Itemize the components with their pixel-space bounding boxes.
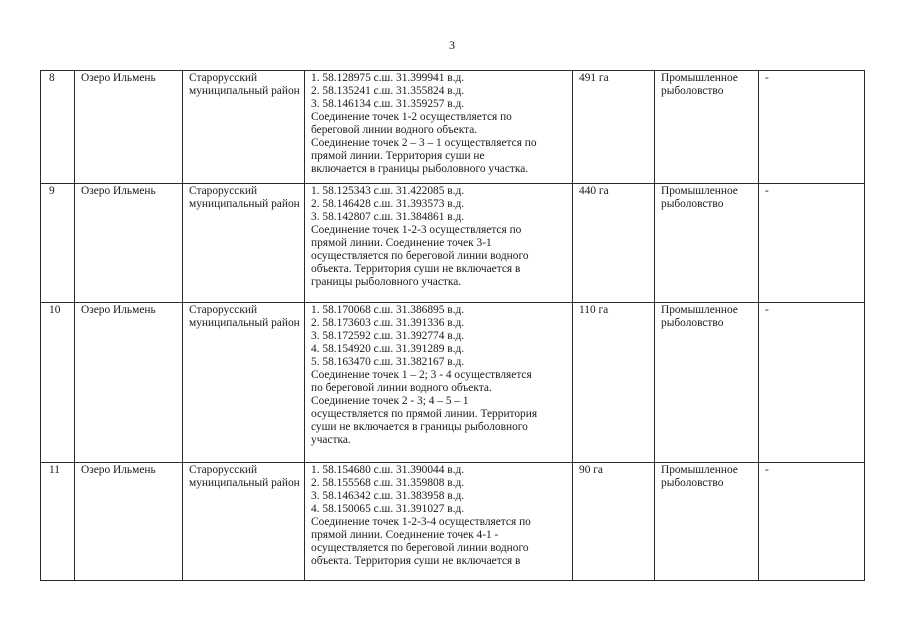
- coordinate-line: 3. 58.146134 с.ш. 31.359257 в.д.: [311, 98, 465, 110]
- purpose-cell: Промышленное рыболовство: [655, 71, 759, 184]
- description-line: объекта. Территория суши не включается в: [311, 263, 521, 275]
- water-body-cell: Озеро Ильмень: [75, 71, 183, 184]
- table-row: [41, 184, 865, 303]
- description-line: осуществляется по прямой линии. Территория: [311, 408, 538, 420]
- coordinate-line: 5. 58.163470 с.ш. 31.382167 в.д.: [311, 356, 465, 368]
- note-cell: -: [759, 71, 865, 184]
- description-line: Соединение точек 1-2 осуществляется по: [311, 111, 512, 123]
- description-line: Соединение точек 1 – 2; 3 - 4 осуществляется: [311, 369, 532, 381]
- description-line: осуществляется по береговой линии водного: [311, 250, 529, 262]
- coordinate-line: 3. 58.142807 с.ш. 31.384861 в.д.: [311, 211, 465, 223]
- water-body-cell: Озеро Ильмень: [75, 184, 183, 303]
- description-line: суши не включается в границы рыболовного: [311, 421, 528, 433]
- description-line: по береговой линии водного объекта.: [311, 382, 492, 394]
- description-line: Соединение точек 2 - 3; 4 – 5 – 1: [311, 395, 469, 407]
- coordinate-line: 2. 58.173603 с.ш. 31.391336 в.д.: [311, 317, 465, 329]
- table-row: [41, 463, 865, 581]
- district-cell: Старорусский муниципальный район: [183, 303, 305, 463]
- coordinate-line: 1. 58.128975 с.ш. 31.399941 в.д.: [311, 72, 465, 84]
- area-cell: 491 га: [573, 71, 655, 184]
- coordinate-line: 2. 58.135241 с.ш. 31.355824 в.д.: [311, 85, 465, 97]
- row-number: 10: [41, 303, 75, 463]
- description-line: прямой линии. Соединение точек 4-1 -: [311, 529, 499, 541]
- page-number: 3: [449, 38, 455, 52]
- boundary-cell: [305, 71, 573, 184]
- note-cell: -: [759, 463, 865, 581]
- description-line: прямой линии. Территория суши не: [311, 150, 485, 162]
- coordinate-line: 1. 58.125343 с.ш. 31.422085 в.д.: [311, 185, 465, 197]
- water-body-cell: Озеро Ильмень: [75, 463, 183, 581]
- table-row: [41, 303, 865, 463]
- row-number: 11: [41, 463, 75, 581]
- purpose-cell: Промышленное рыболовство: [655, 463, 759, 581]
- boundary-cell: [305, 184, 573, 303]
- row-number: 9: [41, 184, 75, 303]
- description-line: объекта. Территория суши не включается в: [311, 555, 521, 567]
- description-line: Соединение точек 1-2-3-4 осуществляется по: [311, 516, 531, 528]
- coordinate-line: 2. 58.146428 с.ш. 31.393573 в.д.: [311, 198, 465, 210]
- description-line: прямой линии. Соединение точек 3-1: [311, 237, 492, 249]
- coordinate-line: 3. 58.172592 с.ш. 31.392774 в.д.: [311, 330, 465, 342]
- description-line: включается в границы рыболовного участка.: [311, 163, 529, 175]
- coordinate-line: 4. 58.150065 с.ш. 31.391027 в.д.: [311, 503, 465, 515]
- boundary-cell: [305, 303, 573, 463]
- coordinate-line: 4. 58.154920 с.ш. 31.391289 в.д.: [311, 343, 465, 355]
- purpose-cell: Промышленное рыболовство: [655, 303, 759, 463]
- area-cell: 90 га: [573, 463, 655, 581]
- water-body-cell: Озеро Ильмень: [75, 303, 183, 463]
- note-cell: -: [759, 184, 865, 303]
- coordinate-line: 2. 58.155568 с.ш. 31.359808 в.д.: [311, 477, 465, 489]
- description-line: Соединение точек 1-2-3 осуществляется по: [311, 224, 522, 236]
- fishing-areas-table: [40, 70, 865, 581]
- boundary-cell: [305, 463, 573, 581]
- area-cell: 110 га: [573, 303, 655, 463]
- note-cell: -: [759, 303, 865, 463]
- district-cell: Старорусский муниципальный район: [183, 71, 305, 184]
- coordinate-line: 1. 58.154680 с.ш. 31.390044 в.д.: [311, 464, 465, 476]
- row-number: 8: [41, 71, 75, 184]
- description-line: границы рыболовного участка.: [311, 276, 462, 288]
- description-line: береговой линии водного объекта.: [311, 124, 478, 136]
- coordinate-line: 3. 58.146342 с.ш. 31.383958 в.д.: [311, 490, 465, 502]
- coordinate-line: 1. 58.170068 с.ш. 31.386895 в.д.: [311, 304, 465, 316]
- description-line: Соединение точек 2 – 3 – 1 осуществляется по: [311, 137, 537, 149]
- district-cell: Старорусский муниципальный район: [183, 184, 305, 303]
- district-cell: Старорусский муниципальный район: [183, 463, 305, 581]
- description-line: осуществляется по береговой линии водного: [311, 542, 529, 554]
- area-cell: 440 га: [573, 184, 655, 303]
- description-line: участка.: [311, 434, 351, 446]
- purpose-cell: Промышленное рыболовство: [655, 184, 759, 303]
- table-row: [41, 71, 865, 184]
